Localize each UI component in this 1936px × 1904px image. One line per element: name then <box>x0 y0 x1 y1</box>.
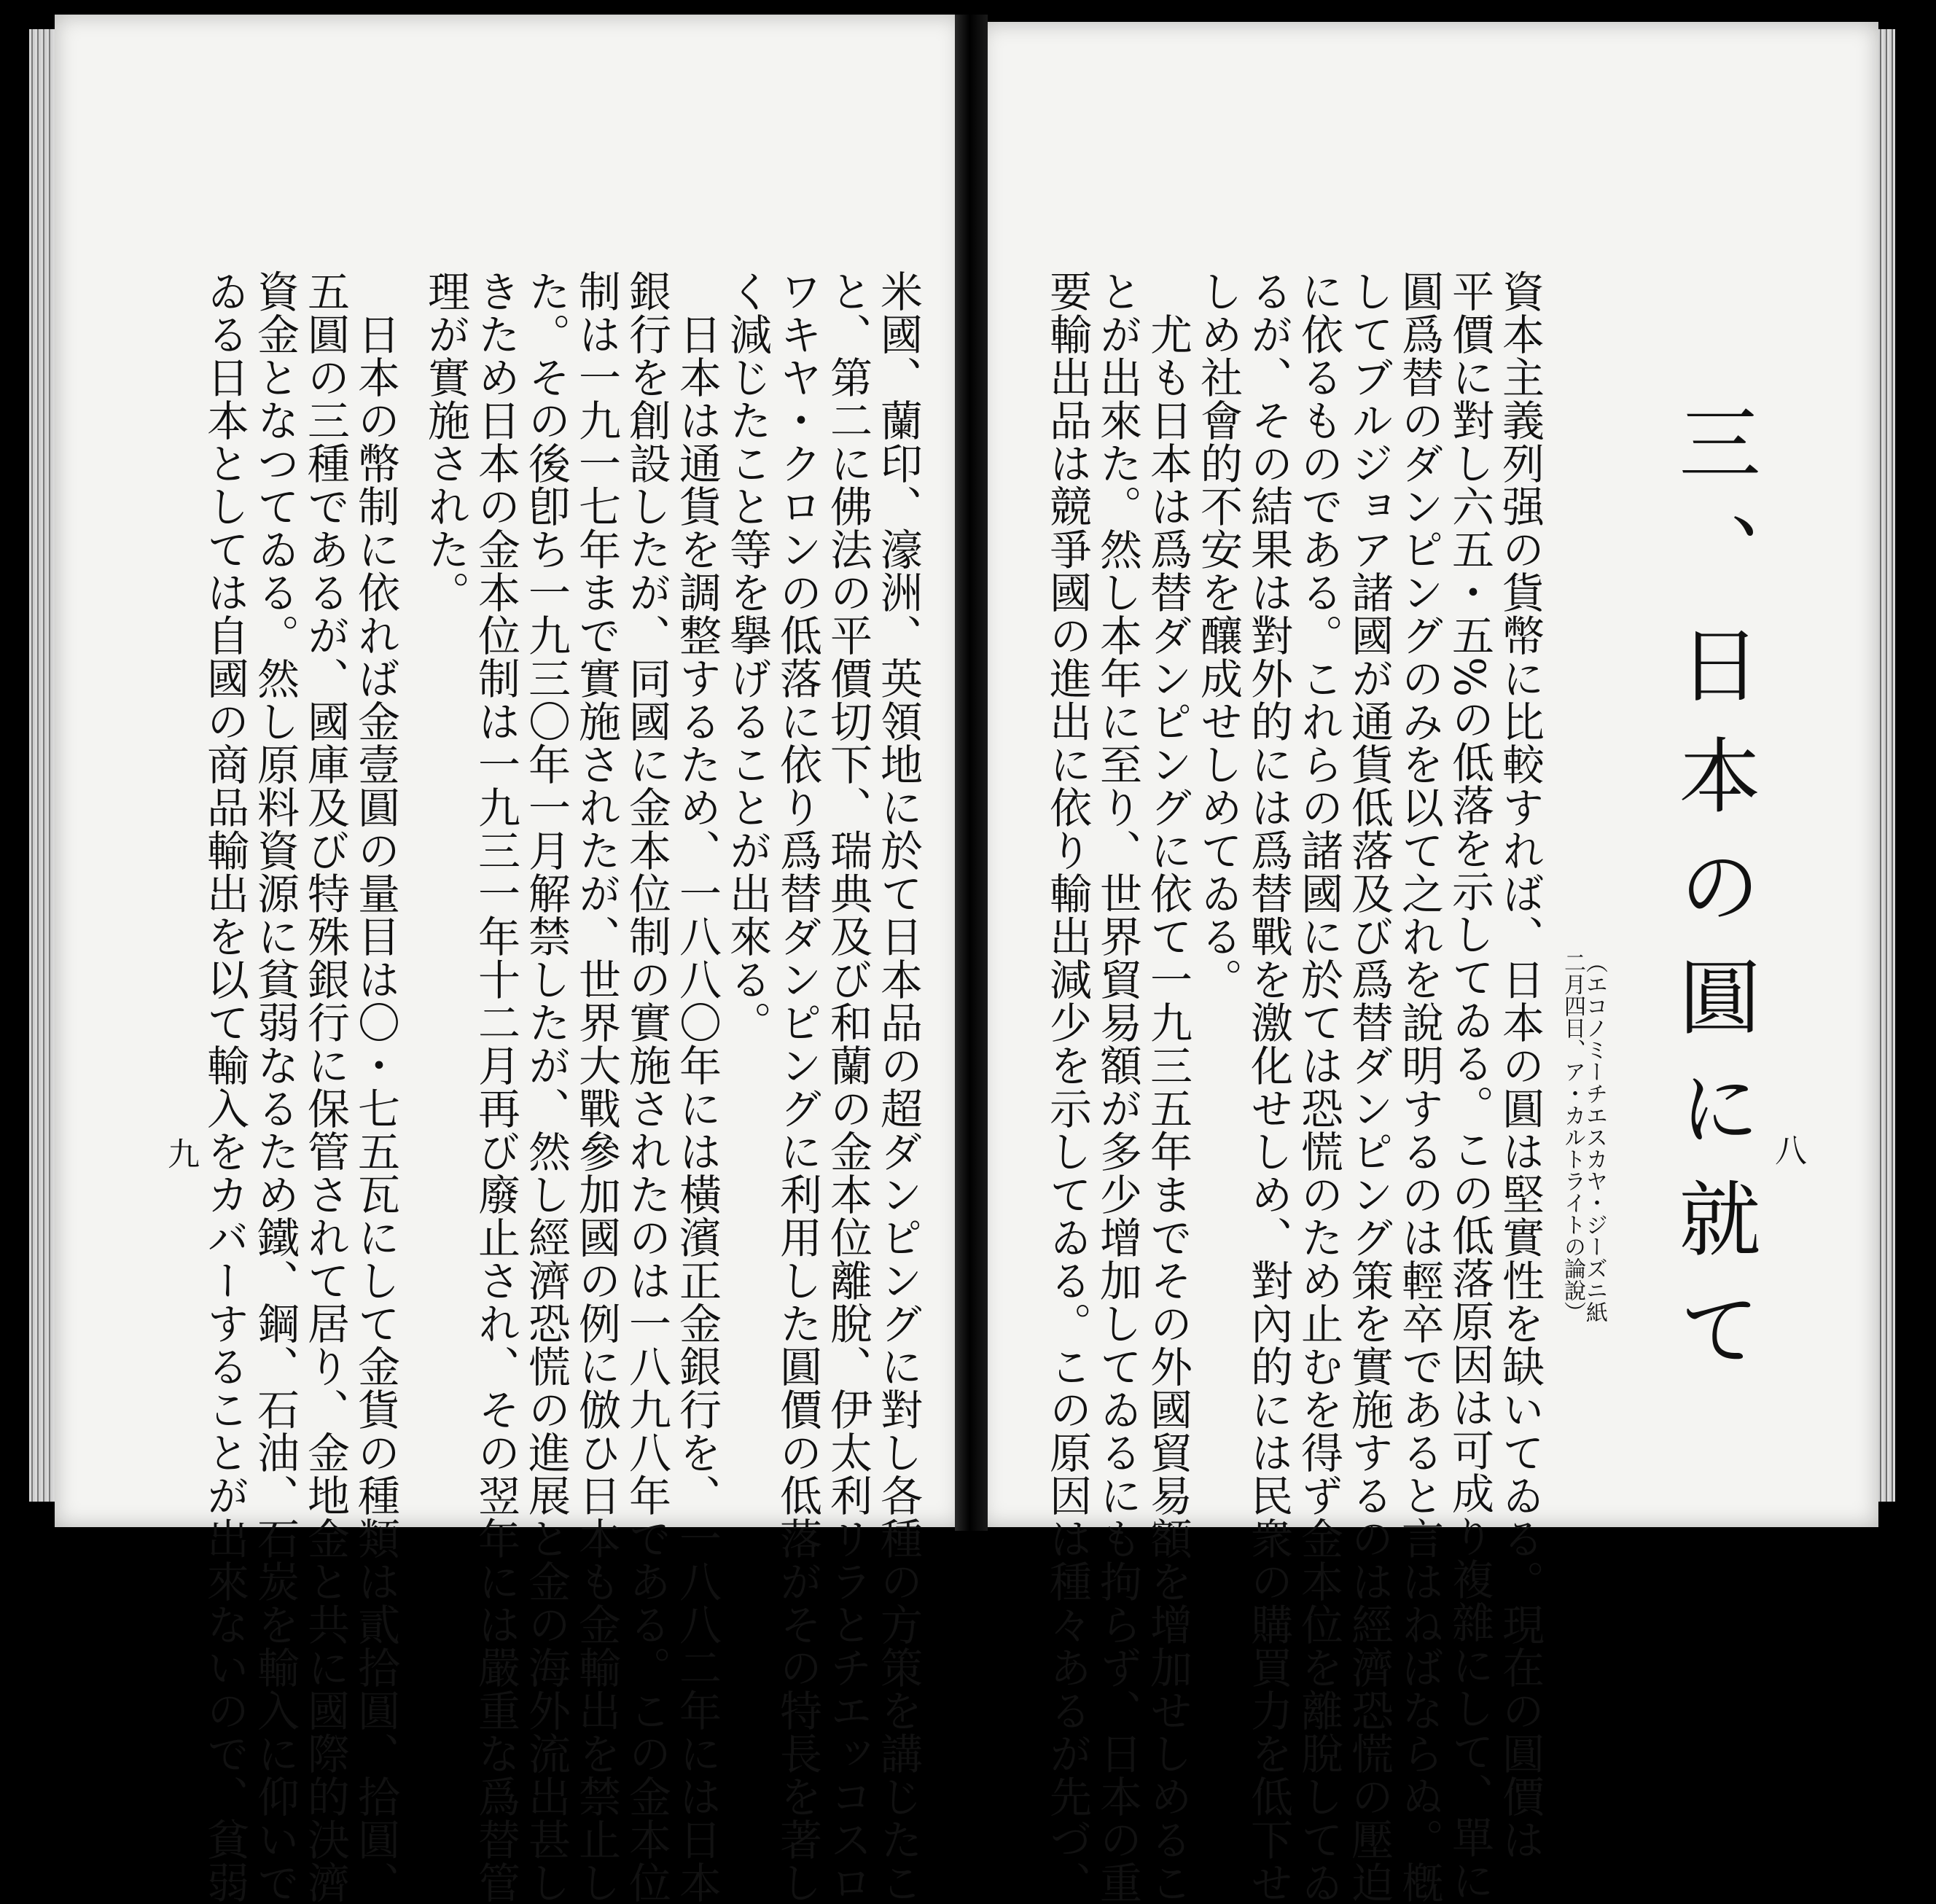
right-text-column: に依るものである。これらの諸國に於ては恐慌のため止むを得ず金本位を離脫してゐ <box>1294 270 1343 1904</box>
right-text-column: 資本主義列强の貨幣に比較すれば、日本の圓は堅實性を缺いてゐる。現在の圓價は <box>1495 270 1545 1861</box>
right-text-column: 要輸出品は競爭國の進出に依り輸出減少を示してゐる。この原因は種々あるが先づ、 <box>1042 270 1092 1904</box>
right-text-column: 平價に對し六五・五%の低落を示してゐる。この低落原因は可成り複雜にして、單に <box>1445 270 1494 1903</box>
left-text-column: きため日本の金本位制は一九三一年十二月再び廢止され、その翌年には嚴重な爲替管 <box>471 270 520 1904</box>
left-text-column: 理が實施された。 <box>421 270 470 614</box>
chapter-title: 三、日本の圓に就て <box>1666 401 1760 1398</box>
right-text-column: してブルジョア諸國が通貨低落及び爲替ダンピング策を實施するのは經濟恐慌の壓迫 <box>1344 270 1394 1904</box>
right-text-column: とが出來た。然し本年に至り、世界貿易額が多少增加してゐるにも拘らず、日本の重 <box>1093 270 1142 1904</box>
left-text-column: ゐる日本としては自國の商品輸出を以て輸入をカバーすることが出來ないので、貧弱 <box>200 270 249 1904</box>
left-text-column: 銀行を創設したが、同國に金本位制の實施されたのは一八九八年である。この金本位 <box>622 270 671 1904</box>
right-page-number: 八 <box>1769 1134 1806 1166</box>
left-text-column: ワキヤ・クロンの低落に依り爲替ダンピングに利用した圓價の低落がその特長を著し <box>773 270 822 1904</box>
left-text-column: 日本は通貨を調整するため、一八八〇年には橫濱正金銀行を、一八八二年には日本 <box>672 270 722 1904</box>
right-text-column: 圓爲替のダンピングのみを以て之れを說明するのは輕卒であると言はねばならぬ。槪 <box>1394 270 1444 1904</box>
source-line-1: （エコノミーチエスカヤ・ジーズニ紙 <box>1582 951 1607 1323</box>
left-text-column: 五圓の三種であるが、國庫及び特殊銀行に保管されて居り、金地金と共に國際的決濟 <box>300 270 350 1904</box>
source-line-2: 二月四日、ア・カルトライトの論說） <box>1560 951 1585 1323</box>
left-text-column: た。その後卽ち一九三〇年一月解禁したが、然し經濟恐慌の進展と金の海外流出甚し <box>521 270 571 1904</box>
left-page-number: 九 <box>162 1137 199 1169</box>
left-text-column: と、第二に佛法の平價切下、瑞典及び和蘭の金本位離脫、伊太利リラとチエッコスロ <box>823 270 873 1904</box>
left-text-column: 資金となつてゐる。然し原料資源に貧弱なるため鐵、鋼、石油、石炭を輸入に仰いで <box>250 270 300 1904</box>
left-text-column: 制は一九一七年まで實施されたが、世界大戰參加國の例に倣ひ日本も金輸出を禁止し <box>571 270 621 1904</box>
right-text-column: るが、その結果は對外的には爲替戰を激化せしめ、對內的には民衆の購買力を低下せ <box>1244 270 1293 1904</box>
left-text-column: 米國、蘭印、濠洲、英領地に於て日本品の超ダンピングに對し各種の方策を講じたこ <box>873 270 923 1904</box>
right-text-column: しめ社會的不安を釀成せしめてゐる。 <box>1193 270 1243 1001</box>
left-text-column: く減じたこと等を擧げることが出來る。 <box>722 270 772 1044</box>
right-text-column: 尤も日本は爲替ダンピングに依て一九三五年までその外國貿易額を增加せしめるこ <box>1143 270 1193 1904</box>
left-text-column: 日本の幣制に依れば金壹圓の量目は〇・七五瓦にして金貨の種類は貳拾圓、拾圓、 <box>351 270 400 1904</box>
book-gutter <box>955 15 988 1531</box>
